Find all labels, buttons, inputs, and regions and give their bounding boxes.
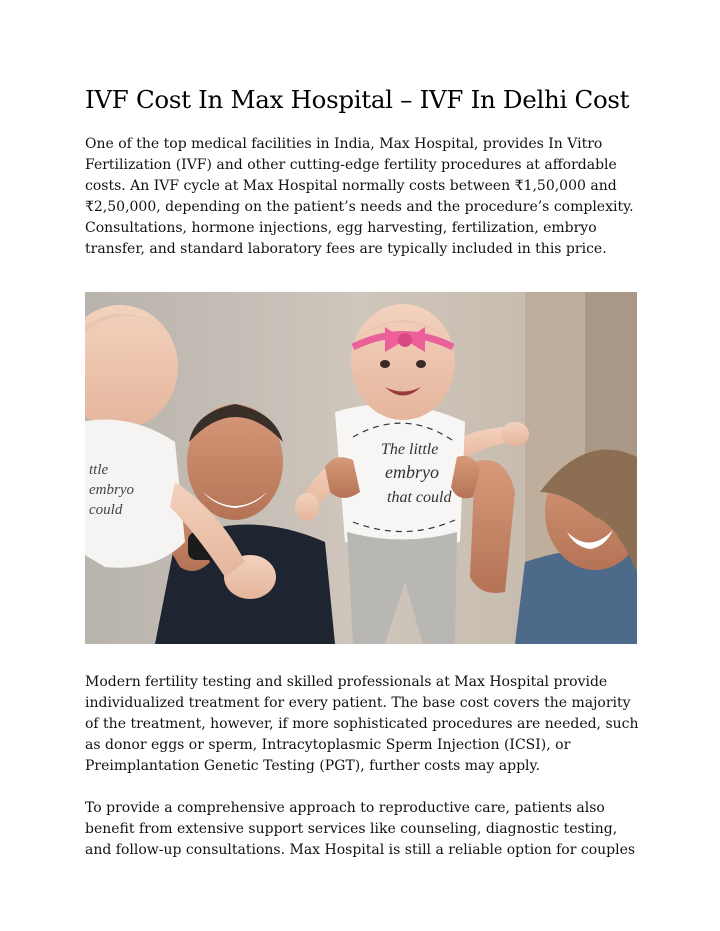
document-page — [85, 82, 645, 861]
svg-text:embryo: embryo — [385, 462, 439, 482]
treatment-paragraph: Modern fertility testing and skilled professionals at Max Hospital provide individualized treatment for every patient. The base cost covers the majority of the treatment, however, if more sophisticated procedures are needed, such as donor eggs or sperm, Intracytoplasmic Sperm Injection (ICSI), or Preimplantation Genetic Testing (PGT), further costs may apply. — [85, 674, 639, 774]
svg-text:The little: The little — [381, 441, 439, 458]
family-babies-photo — [85, 292, 637, 644]
svg-text:that could: that could — [387, 489, 452, 506]
intro-paragraph: One of the top medical facilities in India, Max Hospital, provides In Vitro Fertilization (IVF) and other cutting-edge fertility procedures at affordable costs. An IVF cycle at Max Hospital normally costs between ₹1,50,000 and ₹2,50,000, depending on the patient’s needs and the procedure’s complexity. Consultations, hormone injections, egg harvesting, fertilization, embryo transfer, and standard laboratory fees are typically included in this price. — [85, 136, 634, 257]
svg-text:ttle: ttle — [89, 462, 109, 478]
article-title: IVF Cost In Max Hospital – IVF In Delhi Cost — [85, 85, 630, 114]
svg-text:could: could — [89, 502, 123, 518]
svg-text:embryo: embryo — [89, 482, 134, 498]
support-paragraph: To provide a comprehensive approach to reproductive care, patients also benefit from extensive support services like counseling, diagnostic testing, and follow-up consultations. Max Hospital is still a reliable option for couples — [85, 800, 636, 858]
